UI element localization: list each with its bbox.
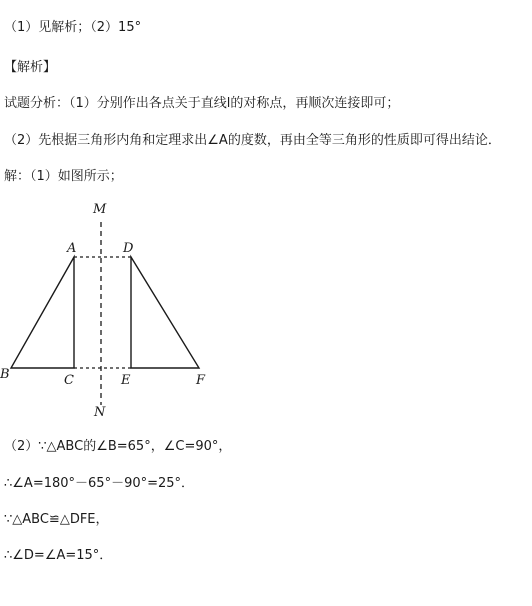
solution-intro: 解：（1）如图所示； bbox=[4, 169, 123, 184]
label-m: M bbox=[93, 202, 107, 217]
solution-step-4: ∴∠D=∠A=15°． bbox=[4, 548, 113, 563]
section-header: 【解析】 bbox=[4, 60, 57, 75]
label-e: E bbox=[121, 373, 131, 388]
label-a: A bbox=[67, 241, 77, 256]
solution-step-3: ∵△ABC≌△DFE， bbox=[4, 512, 109, 527]
label-n: N bbox=[94, 405, 106, 420]
analysis-part-2: （2）先根据三角形内角和定理求出∠A的度数，再由全等三角形的性质即可得出结论． bbox=[4, 133, 501, 148]
answer-line: （1）见解析；（2）15° bbox=[4, 20, 142, 35]
label-d: D bbox=[123, 241, 134, 256]
label-c: C bbox=[64, 373, 74, 388]
triangle-dfe bbox=[131, 257, 199, 368]
solution-step-1: （2）∵△ABC的∠B=65°，∠C=90°， bbox=[4, 439, 232, 454]
solution-step-2: ∴∠A=180°－65°－90°=25°． bbox=[4, 476, 195, 491]
symmetry-figure bbox=[0, 195, 240, 425]
triangle-abc bbox=[11, 257, 74, 368]
label-b: B bbox=[0, 367, 10, 382]
analysis-part-1: 试题分析：（1）分别作出各点关于直线l的对称点，再顺次连接即可； bbox=[4, 96, 400, 111]
label-f: F bbox=[196, 373, 206, 388]
